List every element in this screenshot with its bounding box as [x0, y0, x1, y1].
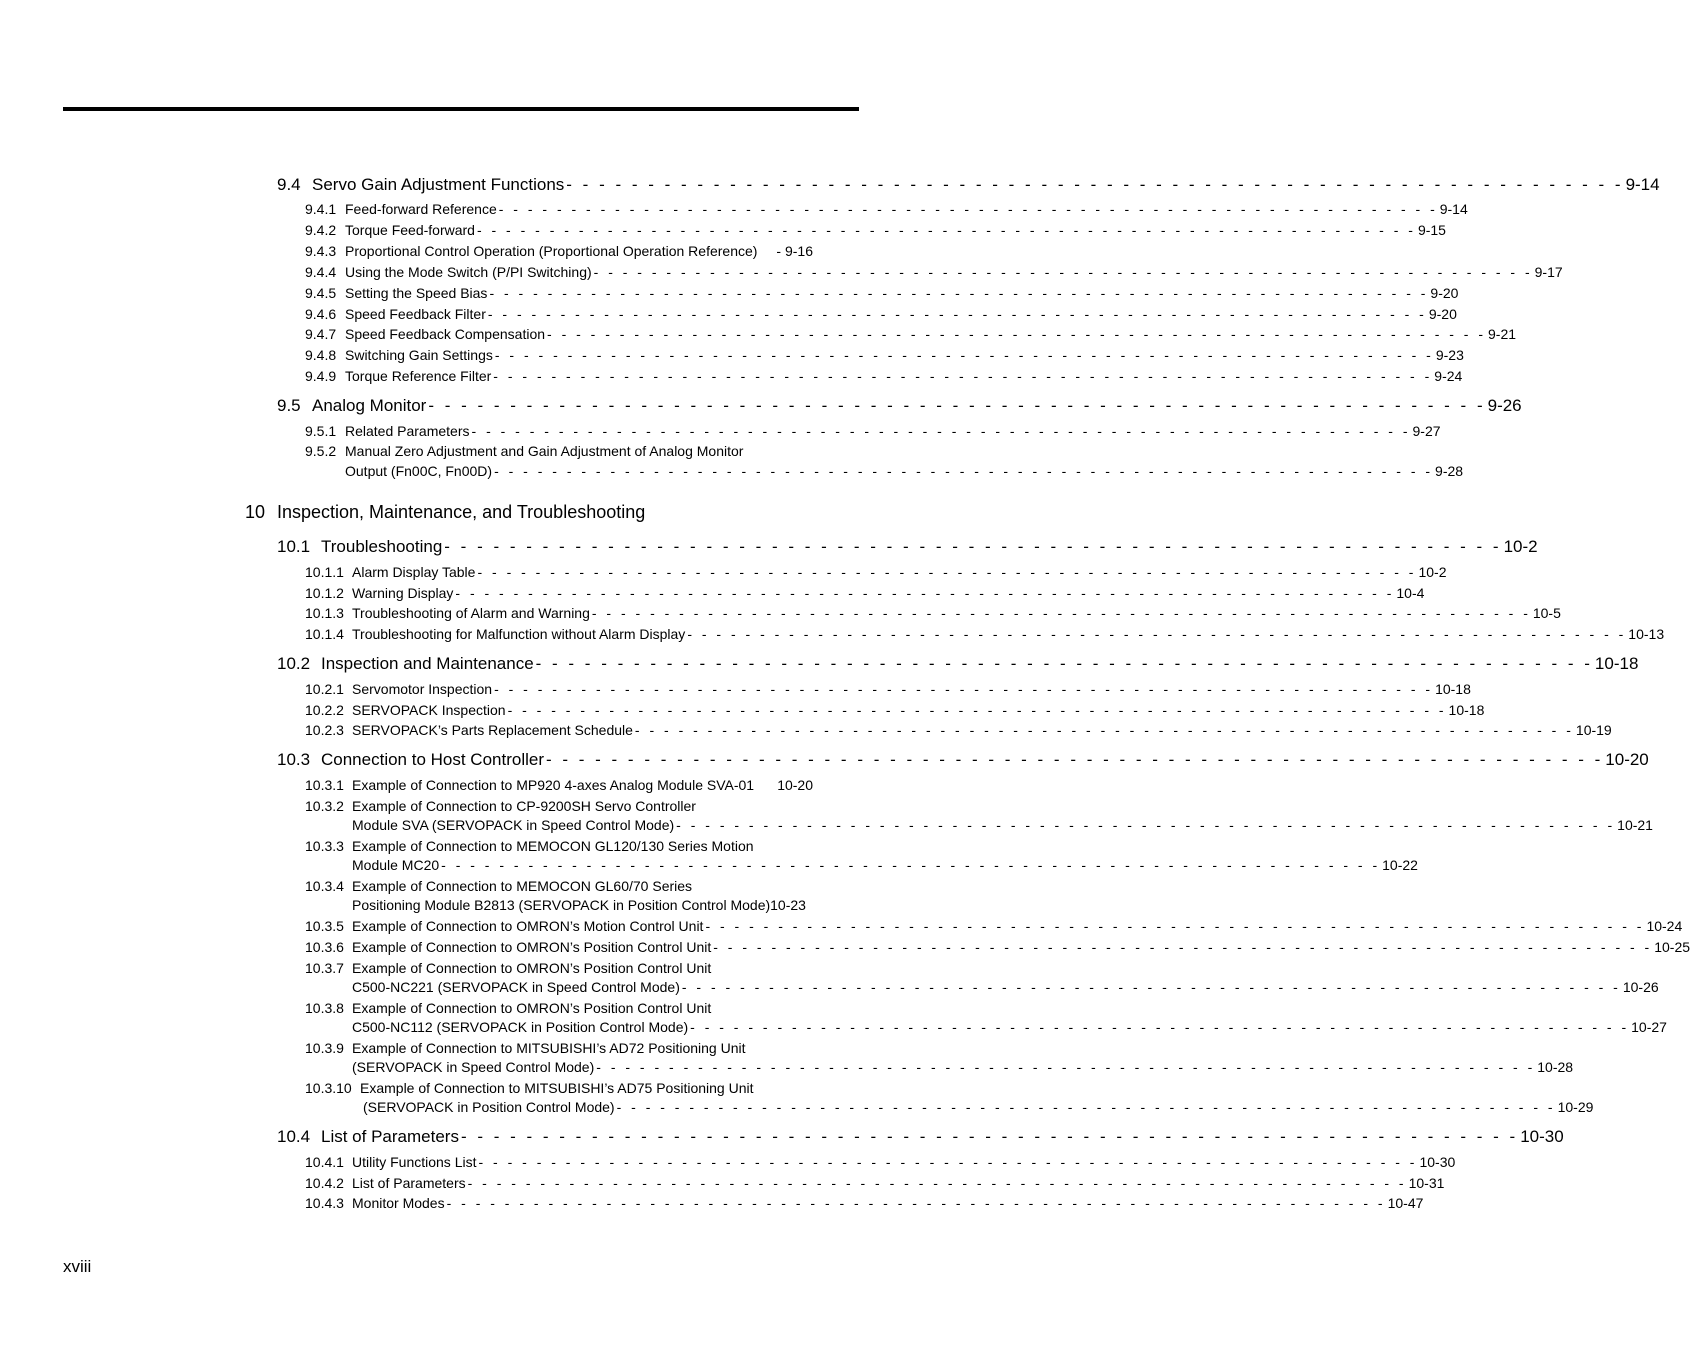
- page-number: 9-14: [1439, 201, 1468, 217]
- page-number: 10-29: [1557, 1099, 1594, 1115]
- dot-leader: - - - - - - - - - - - - - - - - - - - - - - - - - - - - - - - - - - - - - - - - - - - - - - - - - - - - - - - - - - - - - - - - -: [596, 1059, 1536, 1075]
- page-number: 9-21: [1488, 326, 1517, 342]
- toc-entry-10-1-2[interactable]: [305, 585, 1425, 601]
- entry-title: Example of Connection to OMRON’s Position Control Unit: [352, 960, 712, 976]
- entry-number: 10.3.7: [305, 960, 344, 976]
- entry-title-continued: (SERVOPACK in Speed Control Mode): [352, 1059, 595, 1075]
- entry-number: 10.1.3: [305, 605, 344, 621]
- dot-leader: - - - - - - - - - - - - - - - - - - - - - - - - - - - - - - - - - - - - - - - - - - - - - - - - - - - - - - - - - - - - - - - - -: [566, 175, 1624, 194]
- entry-number: 10.1.2: [305, 585, 344, 601]
- dot-leader: - - - - - - - - - - - - - - - - - - - - - - - - - - - - - - - - - - - - - - - - - - - - - - - - - - - - - - - - - - - - - - - - -: [471, 423, 1411, 439]
- entry-title: Example of Connection to MITSUBISHI’s AD72 Positioning Unit: [352, 1040, 746, 1056]
- section-number: 10.3: [277, 750, 311, 769]
- toc-entry-9-4-4[interactable]: [305, 264, 1563, 280]
- page-number: 9-17: [1534, 264, 1563, 280]
- page-number: 10-20: [777, 777, 813, 793]
- page-number: 10-27: [1631, 1019, 1667, 1035]
- entry-title: Servomotor Inspection: [352, 681, 493, 697]
- section-number: 10.2: [277, 654, 311, 673]
- entry-number: 9.4.5: [305, 285, 337, 301]
- toc-entry-10-3-8-line2[interactable]: [352, 1019, 1667, 1035]
- entry-title: SERVOPACK’s Parts Replacement Schedule: [352, 722, 633, 738]
- entry-title: Switching Gain Settings: [345, 347, 493, 363]
- page-number: 10-2: [1503, 537, 1538, 556]
- dot-leader: - - - - - - - - - - - - - - - - - - - - - - - - - - - - - - - - - - - - - - - - - - - - - - - - - - - - - - - - - - - - - - - - -: [616, 1099, 1556, 1115]
- entry-title-continued: C500-NC221 (SERVOPACK in Speed Control Mode): [352, 979, 680, 995]
- toc-entry-10-1-1[interactable]: [305, 564, 1447, 580]
- section-title: Connection to Host Controller: [321, 750, 545, 769]
- page-number: 10-26: [1622, 979, 1659, 995]
- toc-chapter-10[interactable]: [245, 502, 645, 523]
- entry-number: 10.2.1: [305, 681, 344, 697]
- dot-leader: - - - - - - - - - - - - - - - - - - - - - - - - - - - - - - - - - - - - - - - - - - - - - - - - - - - - - - - - - - - - - - - - -: [467, 1175, 1407, 1191]
- section-title: Analog Monitor: [312, 396, 427, 415]
- page-number: 10-31: [1408, 1175, 1445, 1191]
- toc-section-10-3[interactable]: [277, 750, 1649, 770]
- entry-title: Example of Connection to MITSUBISHI’s AD75 Positioning Unit: [360, 1080, 754, 1096]
- page-number: 10-18: [1435, 681, 1471, 697]
- page-number: 10-30: [1419, 1154, 1456, 1170]
- dot-leader: - - - - - - - - - - - - - - - - - - - - - - - - - - - - - - - - - - - - - - - - - - - - - - - - - - - - - - - - - - - - - - - - -: [546, 750, 1604, 769]
- entry-number: 9.5.2: [305, 443, 337, 459]
- entry-title-continued: Positioning Module B2813 (SERVOPACK in Position Control Mode)10-23: [352, 897, 806, 913]
- entry-title: Using the Mode Switch (P/PI Switching): [345, 264, 592, 280]
- page-number: 9-14: [1625, 175, 1660, 194]
- dot-leader: - - - - - - - - - - - - - - - - - - - - - - - - - - - - - - - - - - - - - - - - - - - - - - - - - - - - - - - - - - - - - - - - -: [705, 918, 1645, 934]
- entry-title: Example of Connection to OMRON’s Position Control Unit: [352, 1000, 712, 1016]
- entry-number: 9.4.4: [305, 264, 337, 280]
- toc-entry-10-3-9-line2[interactable]: [352, 1059, 1574, 1075]
- entry-number: 10.3.10: [305, 1080, 352, 1096]
- dot-leader: - - - - - - - - - - - - - - - - - - - - - - - - - - - - - - - - - - - - - - - - - - - - - - - - - - - - - - - - - - - - - - - - -: [535, 654, 1593, 673]
- dot-leader: - - - - - - - - - - - - - - - - - - - - - - - - - - - - - - - - - - - - - - - - - - - - - - - - - - - - - - - - - - - - - - - - -: [507, 702, 1447, 718]
- page-number: 9-28: [1435, 463, 1464, 479]
- entry-number: 10.3.4: [305, 878, 344, 894]
- dot-leader: - - - - - - - - - - - - - - - - - - - - - - - - - - - - - - - - - - - - - - - - - - - - - - - - - - - - - - - - - - - - - - - - -: [489, 285, 1429, 301]
- toc-entry-9-4-1[interactable]: [305, 201, 1468, 217]
- entry-number: 10.3.2: [305, 798, 344, 814]
- entry-number: 10.3.8: [305, 1000, 344, 1016]
- entry-number: 10.4.1: [305, 1154, 344, 1170]
- header-rule: [63, 107, 859, 111]
- entry-number: 9.4.2: [305, 222, 337, 238]
- dot-leader: - - - - - - - - - - - - - - - - - - - - - - - - - - - - - - - - - - - - - - - - - - - - - - - - - - - - - - - - - - - - - - - - -: [681, 979, 1621, 995]
- entry-title: Torque Reference Filter: [345, 368, 492, 384]
- dot-leader: - - - - - - - - - - - - - - - - - - - - - - - - - - - - - - - - - - - - - - - - - - - - - - - - - - - - - - - - - - - - - - - - -: [547, 326, 1487, 342]
- entry-title: Utility Functions List: [352, 1154, 477, 1170]
- toc-entry-10-3-10-line2[interactable]: [363, 1099, 1594, 1115]
- dot-leader: - - - - - - - - - - - - - - - - - - - - - - - - - - - - - - - - - - - - - - - - - - - - - - - - - - - - - - - - - - - - - - - - -: [591, 605, 1531, 621]
- section-number: 10.1: [277, 537, 311, 556]
- section-title: Servo Gain Adjustment Functions: [312, 175, 565, 194]
- entry-number: 9.4.7: [305, 326, 337, 342]
- entry-title-continued: Output (Fn00C, Fn00D): [345, 463, 493, 479]
- dot-leader: - - - - - - - - - - - - - - - - - - - - - - - - - - - - - - - - - - - - - - - - - - - - - - - - - - - - - - - - - - - - - - - - -: [634, 722, 1574, 738]
- toc-entry-10-1-4[interactable]: [305, 626, 1665, 642]
- toc-section-10-1[interactable]: [277, 537, 1538, 557]
- entry-title: Troubleshooting of Alarm and Warning: [352, 605, 590, 621]
- entry-title: Example of Connection to MP920 4-axes Analog Module SVA-01: [352, 777, 755, 793]
- entry-number: 10.3.9: [305, 1040, 344, 1056]
- page-number: 10-2: [1418, 564, 1447, 580]
- page-number: 9-26: [1487, 396, 1522, 415]
- toc-entry-10-3-3-line1[interactable]: [305, 838, 754, 854]
- page-number: 10-18: [1448, 702, 1485, 718]
- page-number: 10-18: [1594, 654, 1639, 673]
- toc-entry-10-3-7-line1[interactable]: [305, 960, 711, 976]
- toc-entry-10-3-4-line2[interactable]: [352, 897, 806, 913]
- dot-leader: - - - - - - - - - - - - - - - - - - - - - - - - - - - - - - - - - - - - - - - - - - - - - - - - - - - - - - - - - - - - - - - - -: [455, 585, 1395, 601]
- section-title: Inspection and Maintenance: [321, 654, 534, 673]
- dot-leader: - - - - - - - - - - - - - - - - - - - - - - - - - - - - - - - - - - - - - - - - - - - - - - - - - - - - - - - - - - - - - - - - -: [713, 939, 1653, 955]
- page-number: 10-47: [1387, 1195, 1424, 1211]
- chapter-number: 10: [245, 502, 266, 522]
- entry-number: 10.3.1: [305, 777, 344, 793]
- toc-entry-10-4-1[interactable]: [305, 1154, 1456, 1170]
- page-number: 9-15: [1417, 222, 1446, 238]
- dot-leader: - - - - - - - - - - - - - - - - - - - - - - - - - - - - - - - - - - - - - - - - - - - - - - - - - - - - - - - - - - - - - - - - -: [460, 1127, 1519, 1146]
- entry-number: 10.3.5: [305, 918, 344, 934]
- entry-title: Proportional Control Operation (Proportional Operation Reference): [345, 243, 758, 259]
- entry-number: 10.4.2: [305, 1175, 344, 1191]
- toc-entry-10-2-2[interactable]: [305, 702, 1485, 718]
- entry-number: 10.3.6: [305, 939, 344, 955]
- page-number: - 9-16: [776, 243, 813, 259]
- entry-title: Example of Connection to OMRON’s Motion Control Unit: [352, 918, 704, 934]
- dot-leader: - - - - - - - - - - - - - - - - - - - - - - - - - - - - - - - - - - - - - - - - - - - - - - - - - - - - - - - - - - - - - - - - -: [477, 564, 1417, 580]
- toc-entry-9-4-3[interactable]: [305, 243, 813, 259]
- page-number: 10-13: [1628, 626, 1665, 642]
- dot-leader: - - - - - - - - - - - - - - - - - - - - - - - - - - - - - - - - - - - - - - - - - - - - - - - - - - - - - - - - - - - - - - - - -: [494, 463, 1434, 479]
- toc-entry-9-4-5[interactable]: [305, 285, 1459, 301]
- entry-number: 9.4.8: [305, 347, 337, 363]
- entry-title: Warning Display: [352, 585, 454, 601]
- page-number: 10-30: [1520, 1127, 1564, 1146]
- entry-title: Troubleshooting for Malfunction without Alarm Display: [352, 626, 686, 642]
- page-folio: xviii: [63, 1257, 92, 1276]
- entry-title: Example of Connection to MEMOCON GL60/70 Series: [352, 878, 693, 894]
- dot-leader: - - - - - - - - - - - - - - - - - - - - - - - - - - - - - - - - - - - - - - - - - - - - - - - - - - - - - - - - - - - - - - - - -: [494, 347, 1434, 363]
- page-number: 10-4: [1396, 585, 1425, 601]
- toc-entry-10-3-2-line2[interactable]: [352, 817, 1653, 833]
- toc-entry-9-4-8[interactable]: [305, 347, 1464, 363]
- page-number: 10-19: [1575, 722, 1612, 738]
- page-number: 10-5: [1532, 605, 1561, 621]
- entry-title-continued: Module MC20: [352, 857, 440, 873]
- entry-title-continued: (SERVOPACK in Position Control Mode): [363, 1099, 615, 1115]
- entry-title: Speed Feedback Filter: [345, 306, 486, 322]
- dot-leader: - - - - - - - - - - - - - - - - - - - - - - - - - - - - - - - - - - - - - - - - - - - - - - - - - - - - - - - - - - - - - - - - -: [476, 222, 1416, 238]
- entry-title-continued: Module SVA (SERVOPACK in Speed Control Mode): [352, 817, 675, 833]
- toc-entry-10-3-4-line1[interactable]: [305, 878, 692, 894]
- entry-number: 10.3.3: [305, 838, 344, 854]
- toc-section-9-4[interactable]: [277, 175, 1660, 195]
- toc-section-9-5[interactable]: [277, 396, 1522, 416]
- toc-section-10-4[interactable]: [277, 1127, 1564, 1147]
- toc-entry-9-4-6[interactable]: [305, 306, 1457, 322]
- entry-title: Example of Connection to MEMOCON GL120/130 Series Motion: [352, 838, 754, 854]
- toc-entry-9-5-2-line1[interactable]: [305, 443, 743, 459]
- page-number: 9-23: [1435, 347, 1464, 363]
- entry-title: Related Parameters: [345, 423, 470, 439]
- entry-number: 10.4.3: [305, 1195, 344, 1211]
- dot-leader: - - - - - - - - - - - - - - - - - - - - - - - - - - - - - - - - - - - - - - - - - - - - - - - - - - - - - - - - - - - - - - - - -: [446, 1195, 1386, 1211]
- toc-entry-10-2-1[interactable]: [305, 681, 1471, 697]
- entry-title: Alarm Display Table: [352, 564, 476, 580]
- entry-title: Setting the Speed Bias: [345, 285, 488, 301]
- dot-leader: - - - - - - - - - - - - - - - - - - - - - - - - - - - - - - - - - - - - - - - - - - - - - - - - - - - - - - - - - - - - - - - - -: [593, 264, 1533, 280]
- toc-entry-9-4-7[interactable]: [305, 326, 1517, 342]
- dot-leader: - - - - - - - - - - - - - - - - - - - - - - - - - - - - - - - - - - - - - - - - - - - - - - - - - - - - - - - - - - - - - - - - -: [690, 1019, 1630, 1035]
- section-title: List of Parameters: [321, 1127, 459, 1146]
- dot-leader: - - - - - - - - - - - - - - - - - - - - - - - - - - - - - - - - - - - - - - - - - - - - - - - - - - - - - - - - - - - - - - - - -: [493, 368, 1433, 384]
- toc-entry-10-3-9-line1[interactable]: [305, 1040, 745, 1056]
- entry-number: 9.4.3: [305, 243, 337, 259]
- page-number: 10-25: [1654, 939, 1690, 955]
- toc-entry-9-5-2-line2[interactable]: [345, 463, 1464, 479]
- toc-section-10-2[interactable]: [277, 654, 1639, 674]
- entry-number: 9.4.6: [305, 306, 337, 322]
- toc-entry-10-3-8-line1[interactable]: [305, 1000, 711, 1016]
- entry-title: Manual Zero Adjustment and Gain Adjustment of Analog Monitor: [345, 443, 744, 459]
- page-number: 10-21: [1617, 817, 1653, 833]
- dot-leader: - - - - - - - - - - - - - - - - - - - - - - - - - - - - - - - - - - - - - - - - - - - - - - - - - - - - - - - - - - - - - - - - -: [687, 626, 1627, 642]
- toc-entry-10-3-3-line2[interactable]: [352, 857, 1418, 873]
- entry-number: 9.5.1: [305, 423, 337, 439]
- toc-entry-10-3-1[interactable]: [305, 777, 813, 793]
- entry-title: Monitor Modes: [352, 1195, 445, 1211]
- dot-leader: - - - - - - - - - - - - - - - - - - - - - - - - - - - - - - - - - - - - - - - - - - - - - - - - - - - - - - - - - - - - - - - - -: [676, 817, 1616, 833]
- page-number: 9-24: [1434, 368, 1463, 384]
- toc-entry-9-5-1[interactable]: [305, 423, 1441, 439]
- dot-leader: - - - - - - - - - - - - - - - - - - - - - - - - - - - - - - - - - - - - - - - - - - - - - - - - - - - - - - - - - - - - - - - - -: [444, 537, 1502, 556]
- entry-number: 10.1.4: [305, 626, 344, 642]
- entry-number: 10.1.1: [305, 564, 344, 580]
- toc-entry-9-4-2[interactable]: [305, 222, 1446, 238]
- page-number: 9-20: [1430, 285, 1459, 301]
- dot-leader: - - - - - - - - - - - - - - - - - - - - - - - - - - - - - - - - - - - - - - - - - - - - - - - - - - - - - - - - - - - - - - - - -: [441, 857, 1381, 873]
- page-number: 9-27: [1412, 423, 1441, 439]
- page-number: 10-24: [1646, 918, 1683, 934]
- section-title: Troubleshooting: [321, 537, 443, 556]
- page-number: 10-20: [1605, 750, 1649, 769]
- section-number: 9.5: [277, 396, 301, 415]
- page-number: 9-20: [1428, 306, 1457, 322]
- toc-entry-10-3-5[interactable]: [305, 918, 1683, 934]
- section-number: 10.4: [277, 1127, 311, 1146]
- toc-entry-9-4-9[interactable]: [305, 368, 1463, 384]
- entry-title: Feed-forward Reference: [345, 201, 497, 217]
- entry-title: SERVOPACK Inspection: [352, 702, 506, 718]
- entry-title-continued: C500-NC112 (SERVOPACK in Position Control Mode): [352, 1019, 689, 1035]
- toc-entry-10-2-3[interactable]: [305, 722, 1612, 738]
- dot-leader: - - - - - - - - - - - - - - - - - - - - - - - - - - - - - - - - - - - - - - - - - - - - - - - - - - - - - - - - - - - - - - - - -: [494, 681, 1434, 697]
- dot-leader: - - - - - - - - - - - - - - - - - - - - - - - - - - - - - - - - - - - - - - - - - - - - - - - - - - - - - - - - - - - - - - - - -: [428, 396, 1486, 415]
- entry-number: 10.2.3: [305, 722, 344, 738]
- toc-entry-10-3-6[interactable]: [305, 939, 1690, 955]
- toc-entry-10-1-3[interactable]: [305, 605, 1561, 621]
- entry-number: 9.4.9: [305, 368, 337, 384]
- toc-entry-10-4-3[interactable]: [305, 1195, 1424, 1211]
- section-number: 9.4: [277, 175, 301, 194]
- entry-title: Torque Feed-forward: [345, 222, 475, 238]
- dot-leader: - - - - - - - - - - - - - - - - - - - - - - - - - - - - - - - - - - - - - - - - - - - - - - - - - - - - - - - - - - - - - - - - -: [487, 306, 1427, 322]
- entry-number: 10.2.2: [305, 702, 344, 718]
- entry-number: 9.4.1: [305, 201, 337, 217]
- toc-entry-10-3-7-line2[interactable]: [352, 979, 1659, 995]
- toc-entry-10-4-2[interactable]: [305, 1175, 1445, 1191]
- toc-entry-10-3-2-line1[interactable]: [305, 798, 696, 814]
- entry-title: List of Parameters: [352, 1175, 466, 1191]
- toc-entry-10-3-10-line1[interactable]: [305, 1080, 753, 1096]
- entry-title: Example of Connection to CP-9200SH Servo Controller: [352, 798, 696, 814]
- entry-title: Speed Feedback Compensation: [345, 326, 546, 342]
- page-number: 10-22: [1382, 857, 1418, 873]
- dot-leader: - - - - - - - - - - - - - - - - - - - - - - - - - - - - - - - - - - - - - - - - - - - - - - - - - - - - - - - - - - - - - - - - -: [478, 1154, 1418, 1170]
- entry-title: Example of Connection to OMRON’s Position Control Unit: [352, 939, 712, 955]
- chapter-title: Inspection, Maintenance, and Troubleshooting: [277, 502, 646, 522]
- page-number: 10-28: [1537, 1059, 1574, 1075]
- dot-leader: - - - - - - - - - - - - - - - - - - - - - - - - - - - - - - - - - - - - - - - - - - - - - - - - - - - - - - - - - - - - - - - - -: [498, 201, 1438, 217]
